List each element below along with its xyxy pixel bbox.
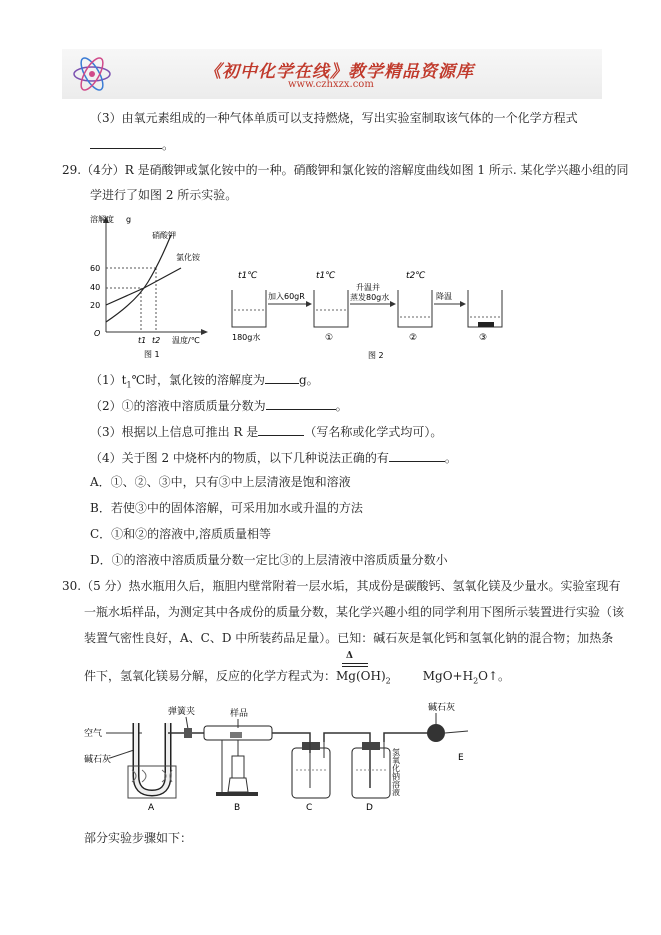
label-naoh: 氢氧化钠溶液 (391, 748, 401, 796)
fig1-yunit: g (126, 215, 132, 224)
fig1-t1: t1 (138, 336, 147, 345)
label-soda-lime-e: 碱石灰 (428, 703, 456, 713)
fig2-temp1: t1℃ (238, 271, 258, 281)
fig2-temp3: t2℃ (406, 271, 426, 281)
q30-line1: 30.（5 分）热水瓶用久后，瓶胆内壁常附着一层水垢，其成份是碳酸钙、氢氧化镁及少量水。实验室现有 (62, 579, 621, 593)
fig1-xlabel: 温度/℃ (172, 336, 200, 345)
fig1-tick-40: 40 (90, 283, 101, 292)
apparatus-b-tube-heater (204, 726, 272, 796)
apparatus-c-bottle (292, 742, 330, 798)
label-c: C (306, 803, 313, 813)
fig1-t2: t2 (152, 336, 161, 345)
label-air: 空气 (84, 729, 103, 739)
header-banner (62, 49, 602, 99)
beaker-2 (398, 290, 432, 327)
beaker-3 (468, 290, 502, 327)
fig2-caption: 图 2 (368, 351, 384, 360)
fig1-origin: O (94, 329, 101, 338)
apparatus-a-u-tube (128, 723, 176, 798)
q30-line2: 一瓶水垢样品，为测定其中各成份的质量分数，某化学兴趣小组的同学利用下图所示装置进行实验（该 (84, 605, 625, 619)
atom-logo-icon (70, 53, 114, 95)
fig1-ylabel: 溶解度 (90, 215, 114, 224)
apparatus-e-drying-tube (427, 724, 468, 742)
fig2-beaker-1-label: ① (325, 333, 334, 343)
apparatus-diagram (84, 698, 474, 818)
fig2-beaker-2-label: ② (409, 333, 418, 343)
spring-clamp-icon (184, 728, 192, 738)
q29-sub1: $(1)t_1℃$时，氯化铵的溶解度为 g。 (90, 373, 319, 390)
fig2-beaker-3-label: ③ (479, 333, 488, 343)
label-a: A (148, 803, 155, 813)
q29-line1: 29.（4分）R 是硝酸钾或氯化铵中的一种。硝酸钾和氯化铵的溶解度曲线如图 1 所示. 某化学兴趣小组的同 (62, 163, 629, 177)
fig2-step1: 加入60gR (268, 292, 305, 301)
fig2-water-label: 180g水 (232, 333, 261, 342)
q29-sub3: （3）根据以上信息可推出 R 是 （写名称或化学式均可）。 (90, 425, 443, 439)
header-title: 《初中化学在线》教学精品资源库 (204, 62, 474, 82)
fig1-caption: 图 1 (144, 350, 160, 359)
q29-option-c: C．①和②的溶液中,溶质质量相等 (90, 527, 271, 541)
fig2-step3: 降温 (436, 292, 452, 301)
fig2-temp2: t1℃ (316, 271, 336, 281)
q29-option-a: A．①、②、③中，只有③中上层清液是饱和溶液 (90, 475, 351, 489)
figure-2-experiment (228, 262, 508, 362)
label-e: E (458, 753, 464, 763)
q29-sub4: （4）关于图 2 中烧杯内的物质，以下几种说法正确的有 。 (90, 451, 457, 465)
label-sample: 样品 (230, 709, 249, 719)
figure-1-solubility-chart (86, 210, 226, 360)
fig1-curve1-label: 硝酸钾 (152, 231, 176, 240)
equation-condition-bar-2 (342, 666, 368, 667)
fig2-step2b: 蒸发80g水 (350, 293, 390, 302)
equation-condition-bar (342, 663, 368, 664)
q28-part3-text: （3）由氧元素组成的一种气体单质可以支持燃烧，写出实验室制取该气体的一个化学方程式 (90, 111, 578, 125)
q30-line4: 件下，氢氧化镁易分解，反应的化学方程式为：$Mg(OH)_2$ $MgO+H_2O↑$。 (84, 669, 511, 686)
fig1-tick-60: 60 (90, 264, 101, 273)
label-soda-lime-a: 碱石灰 (84, 755, 112, 765)
q30-steps-intro: 部分实验步骤如下： (84, 831, 193, 845)
label-b: B (234, 803, 241, 813)
q28-part3-answer: 。 (90, 136, 174, 153)
beaker-0 (232, 290, 266, 327)
label-d: D (366, 803, 373, 813)
apparatus-d-bottle (352, 742, 390, 798)
q29-option-b: B．若使③中的固体溶解，可采用加水或升温的方法 (90, 501, 363, 515)
fig1-nh4cl-curve (106, 268, 181, 305)
q29-sub2: （2）①的溶液中溶质质量分数为 。 (90, 399, 348, 413)
q29-line2: 学进行了如图 2 所示实验。 (90, 188, 238, 202)
beaker-1 (314, 290, 348, 327)
fig1-curve2-label: 氯化铵 (176, 253, 200, 262)
q30-line3: 装置气密性良好，A、C、D 中所装药品足量）。已知：碱石灰是氧化钙和氢氧化钠的混合物；加热条 (84, 631, 614, 645)
header-url: www.czhxzx.com (288, 79, 374, 90)
label-clamp: 弹簧夹 (168, 707, 196, 717)
heat-delta-symbol: Δ (346, 651, 353, 661)
fig2-step2a: 升温并 (356, 283, 380, 292)
q29-option-d: D．①的溶液中溶质质量分数一定比③的上层清液中溶质质量分数小 (90, 553, 448, 567)
fig1-tick-20: 20 (90, 301, 101, 310)
